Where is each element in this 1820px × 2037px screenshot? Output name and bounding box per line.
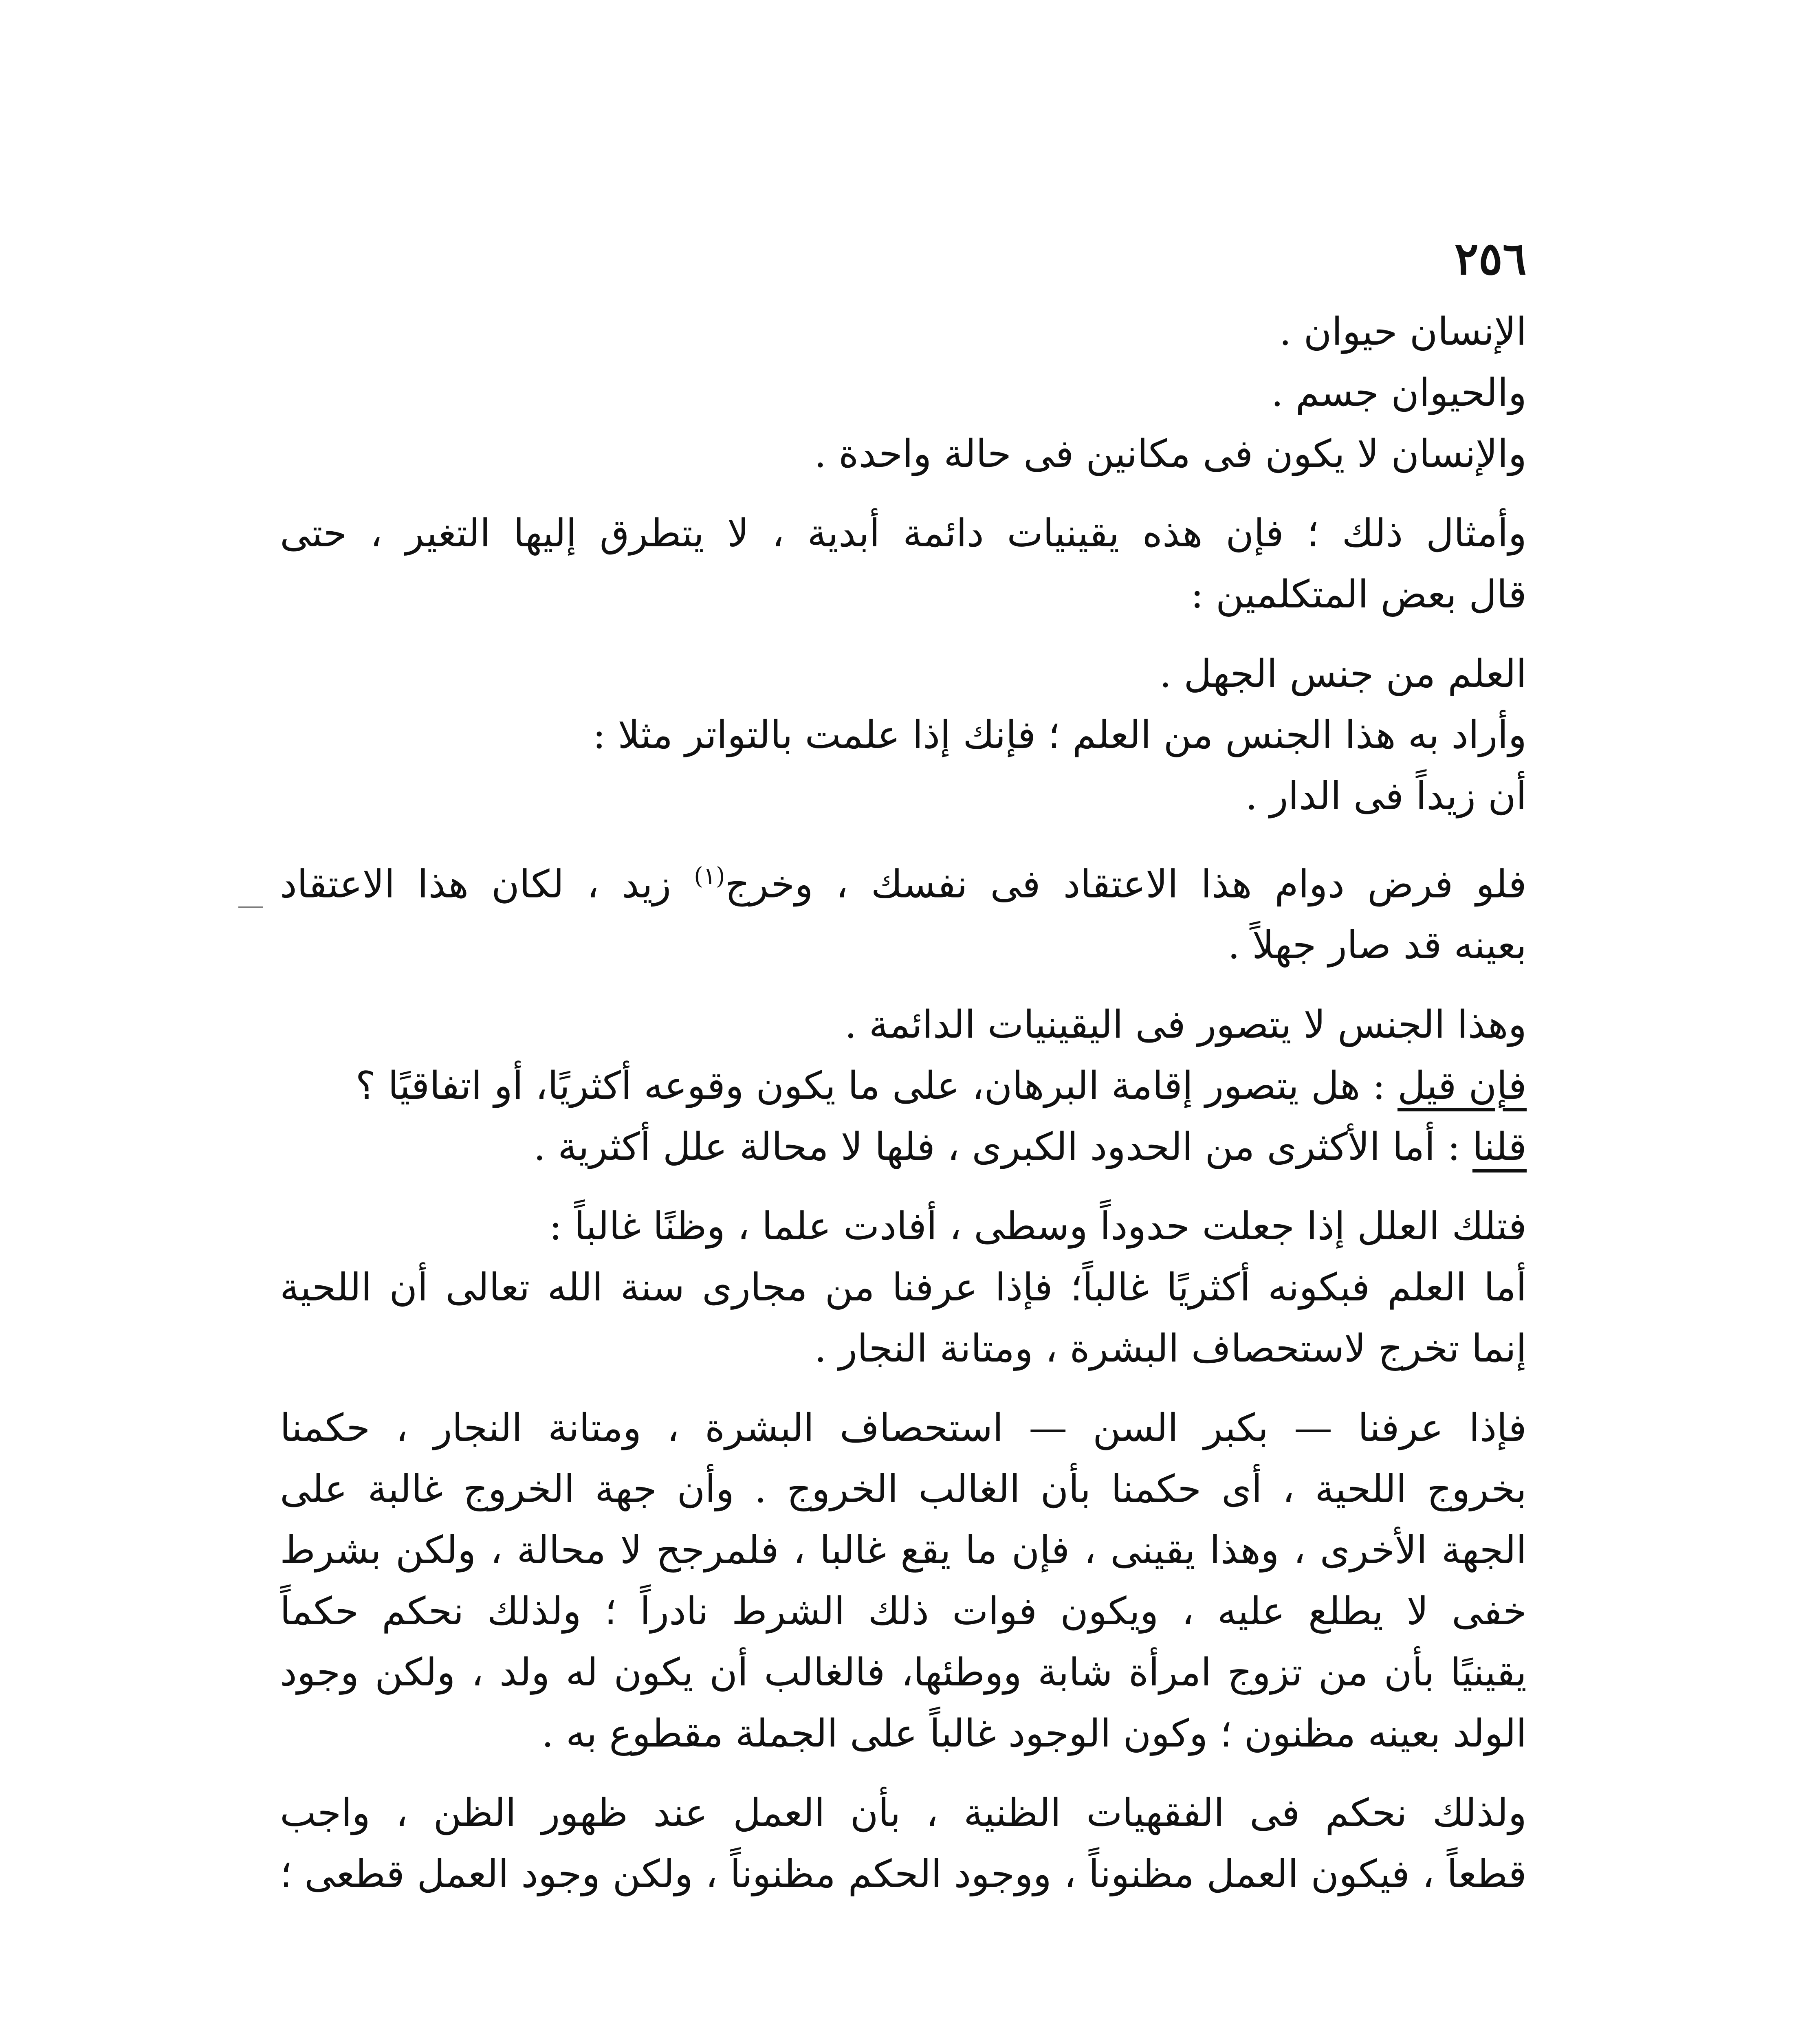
text-line: وأمثال ذلك ؛ فإن هذه يقينيات دائمة أبدية ، لا يتطرق إليها التغير ، حتى <box>280 511 1527 556</box>
text-line-with-footnote-ref <box>280 845 1527 915</box>
text-segment: : هل يتصور إقامة البرهان، على ما يكون وقوعه أكثريًا، أو اتفاقيًا ؟ <box>355 1064 1398 1109</box>
text-segment: زيد ، لكان هذا الاعتقاد <box>280 862 694 907</box>
margin-mark <box>238 906 263 908</box>
text-segment: فلو فرض دوام هذا الاعتقاد فى نفسك ، وخرج <box>725 862 1527 907</box>
text-line: وهذا الجنس لا يتصور فى اليقينيات الدائمة . <box>844 1003 1527 1047</box>
text-line: أما العلم فبكونه أكثريًا غالباً؛ فإذا عرفنا من مجارى سنة الله تعالى أن اللحية <box>280 1265 1527 1310</box>
text-line: فإذا عرفنا — بكبر السن — استحصاف البشرة ، ومتانة النجار ، حكمنا <box>280 1406 1527 1451</box>
text-line: ولذلك نحكم فى الفقهيات الظنية ، بأن العمل عند ظهور الظن ، واجب <box>280 1791 1527 1836</box>
page-number: ٢٥٦ <box>1454 232 1527 285</box>
text-line: بعينه قد صار جهلاً . <box>1228 923 1527 968</box>
text-line: قال بعض المتكلمين : <box>1191 572 1527 617</box>
body-text <box>280 301 1527 1905</box>
text-line: الولد بعينه مظنون ؛ وكون الوجود غالباً على الجملة مقطوع به . <box>541 1711 1527 1756</box>
text-segment: : أما الأكثرى من الحدود الكبرى ، فلها لا محالة علل أكثرية . <box>533 1125 1472 1170</box>
text-line: والإنسان لا يكون فى مكانين فى حالة واحدة . <box>814 432 1527 476</box>
text-line: العلم من جنس الجهل . <box>1159 652 1527 696</box>
text-line: الجهة الأخرى ، وهذا يقينى ، فإن ما يقع غالبا ، فلمرجح لا محالة ، ولكن بشرط <box>280 1528 1527 1573</box>
text-line: يقينيًا بأن من تزوج امرأة شابة ووطئها، فالغالب أن يكون له ولد ، ولكن وجود <box>280 1650 1527 1695</box>
text-line: بخروج اللحية ، أى حكمنا بأن الغالب الخروج . وأن جهة الخروج غالبة على <box>280 1467 1527 1512</box>
answer-label: قلنا <box>1472 1125 1527 1170</box>
answer-line <box>280 1117 1527 1178</box>
text-line: والحيوان جسم . <box>1271 371 1527 415</box>
question-line <box>280 1056 1527 1117</box>
text-line: وأراد به هذا الجنس من العلم ؛ فإنك إذا علمت بالتواتر مثلا : <box>592 713 1527 757</box>
text-line: قطعاً ، فيكون العمل مظنوناً ، ووجود الحكم مظنوناً ، ولكن وجود العمل قطعى ؛ <box>280 1852 1527 1897</box>
question-label: فإن قيل <box>1397 1064 1527 1109</box>
footnote-reference: (١) <box>694 862 725 890</box>
text-line: إنما تخرج لاستحصاف البشرة ، ومتانة النجار . <box>814 1326 1527 1371</box>
text-line: فتلك العلل إذا جعلت حدوداً وسطى ، أفادت علما ، وظنًا غالباً : <box>549 1204 1527 1249</box>
text-line: أن زيداً فى الدار . <box>1245 774 1527 818</box>
text-line: الإنسان حيوان . <box>1279 310 1527 354</box>
text-line: خفى لا يطلع عليه ، ويكون فوات ذلك الشرط نادراً ؛ ولذلك نحكم حكماً <box>280 1589 1527 1634</box>
